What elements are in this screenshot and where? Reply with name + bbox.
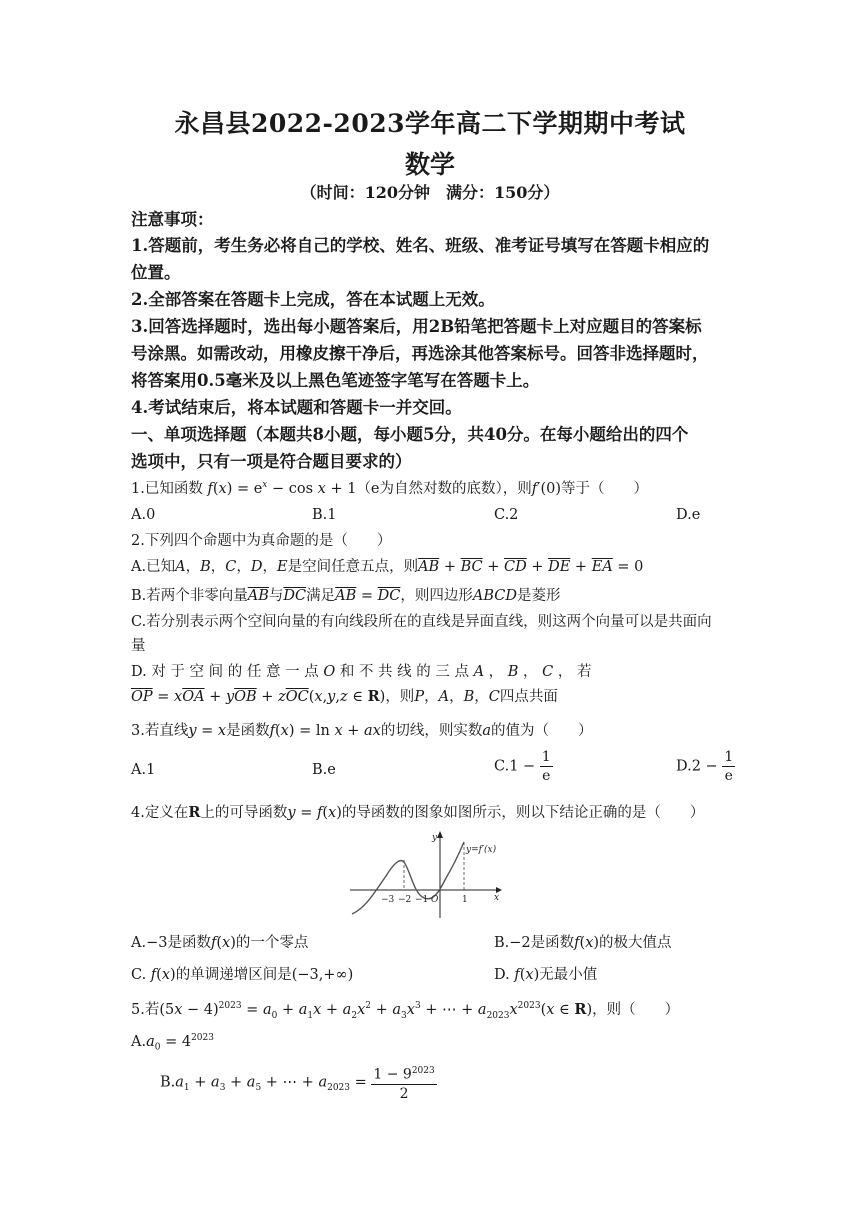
q3-option-d: D.2 − $\frac{1}{e}$ — [676, 749, 734, 784]
q3-option-b: B.e — [312, 762, 336, 778]
graph-tick-1: 1 — [462, 895, 468, 905]
q1-option-a: A.0 — [131, 507, 156, 523]
graph-y-label: y — [432, 833, 438, 843]
notes-heading: 注意事项： — [131, 210, 214, 229]
q1-option-d: D.e — [676, 507, 701, 523]
question-3-stem: 3.若直线y = x是函数f(x) = ln x + ax的切线，则实数a的值为（ ） — [131, 723, 593, 739]
derivative-graph — [346, 828, 506, 920]
subject-title: 数学 — [404, 150, 455, 179]
q4-option-b: B.−2是函数f(x)的极大值点 — [494, 935, 672, 951]
note-1a: 1.答题前，考生务必将自己的学校、姓名、班级、准考证号填写在答题卡相应的 — [131, 236, 710, 255]
time-info: （时间：120分钟 满分：150分） — [300, 183, 560, 202]
q5-option-a: $A.a_0 = 4^{2023}$ — [131, 1033, 214, 1053]
graph-tick-minus3: −3 — [381, 895, 395, 905]
q4-option-c: C. f(x)的单调递增区间是(−3,+∞) — [131, 967, 354, 983]
q1-option-c: C.2 — [494, 507, 519, 523]
q4-option-d: D. f(x)无最小值 — [494, 967, 598, 983]
q2-option-c-line2: 量 — [131, 638, 146, 654]
q1-option-b: B.1 — [312, 507, 337, 523]
q2-option-a: A.已知A，B，C，D，E是空间任意五点，则$\overline{AB} + \overline{BC} + \overline{CD} + \overline{DE} + \overline{EA} = 0$ — [131, 559, 644, 575]
graph-y-arrow — [437, 831, 443, 838]
q4-option-a: A.−3是函数f(x)的一个零点 — [131, 935, 309, 951]
graph-x-label: x — [494, 893, 500, 903]
section-1-heading-b: 选项中，只有一项是符合题目要求的） — [131, 452, 412, 471]
question-5-stem: 5.若$(5x - 4)^{2023} = a_0 + a_1x + a_2x^2 + a_3x^3$ + ⋯ + $a_{2023}x^{2023}(x$ ∈ R)，则（ ） — [131, 1001, 680, 1021]
note-3a: 3.回答选择题时，选出每小题答案后，用2B铅笔把答题卡上对应题目的答案标 — [131, 317, 702, 336]
q2-option-b: B.若两个非零向量$\overline{AB}$与$\overline{DC}$满足$\overline{AB} = \overline{DC}$，则四边形ABCD是菱形 — [131, 588, 561, 604]
q3-option-a: A.1 — [131, 762, 156, 778]
graph-tick-minus2: −2 — [398, 895, 412, 905]
graph-curve-label: y=f′(x) — [466, 845, 497, 855]
question-1-stem: 1.已知函数 $f(x) = e^x - \cos x + 1(e$为自然对数的底数），则f′(0)等于（ ） — [131, 480, 648, 497]
note-3b: 号涂黑。如需改动，用橡皮擦干净后，再选涂其他答案标号。回答非选择题时， — [131, 344, 709, 363]
note-1b: 位置。 — [131, 263, 181, 282]
graph-origin: O — [431, 895, 439, 905]
section-1-heading-a: 一、单项选择题（本题共8小题，每小题5分，共40分。在每小题给出的四个 — [131, 425, 689, 444]
graph-tick-minus1: −1 — [415, 895, 429, 905]
question-4-stem: 4.定义在R上的可导函数y = f(x)的导函数的图象如图所示，则以下结论正确的是（ ） — [131, 804, 705, 821]
q3-option-c: C.1 − $\frac{1}{e}$ — [494, 749, 551, 784]
q2-option-c-line1: C.若分别表示两个空间向量的有向线段所在的直线是异面直线，则这两个向量可以是共面向 — [131, 614, 712, 630]
note-3c: 将答案用0.5毫米及以上黑色笔迹签字笔写在答题卡上。 — [131, 371, 540, 390]
note-2: 2.全部答案在答题卡上完成，答在本试题上无效。 — [131, 290, 495, 309]
q5-option-b: $B.a_1 + a_3 + a_5$ + ⋯ + $a_{2023}$ = $\frac{1 - 9^{2023}}{2}$ — [160, 1062, 437, 1103]
q2-option-d-line2: $\overline{OP} = x\overline{OA} + y\overline{OB} + z\overline{OC}(x,y,z$ ∈ R)，则P，A，B，C四点共面 — [131, 688, 558, 705]
note-4: 4.考试结束后，将本试题和答题卡一并交回。 — [131, 398, 462, 417]
exam-title: 永昌县2022-2023学年高二下学期期中考试 — [174, 109, 686, 138]
question-2-stem: 2.下列四个命题中为真命题的是（ ） — [131, 533, 392, 549]
q2-option-d-line1: D. 对 于 空 间 的 任 意 一 点 O 和 不 共 线 的 三 点 A ， B ， C ， 若 — [131, 664, 592, 680]
